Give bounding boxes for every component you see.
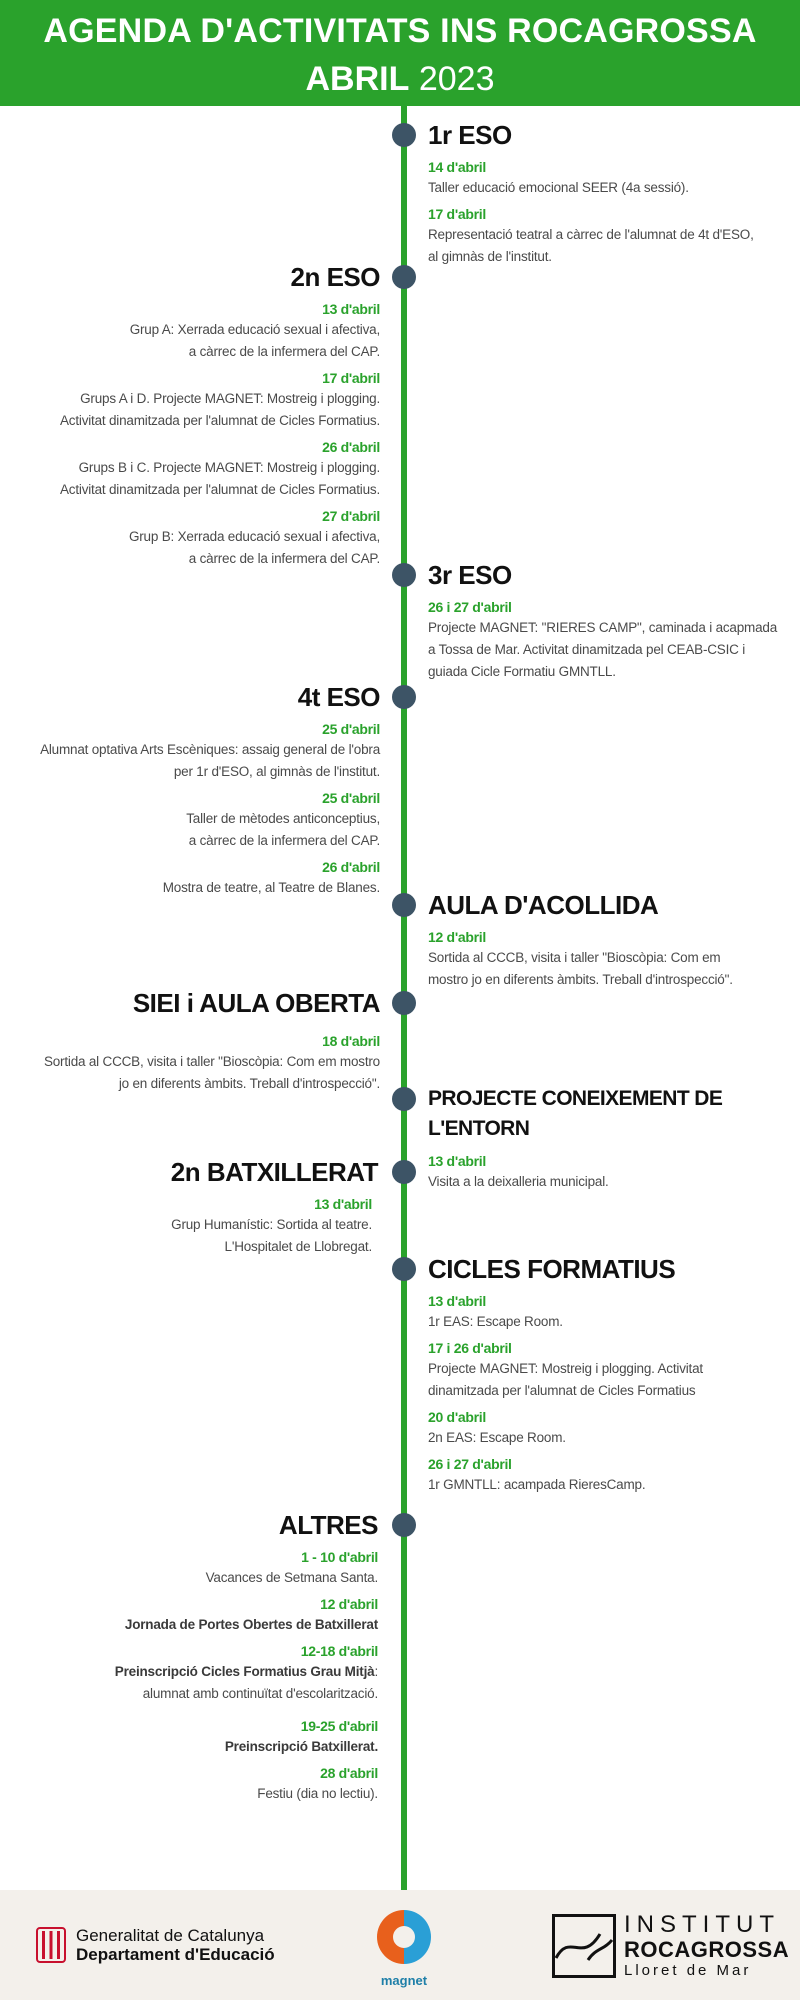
item-desc: Alumnat optativa Arts Escèniques: assaig general de l'obra bbox=[40, 742, 380, 757]
magnet-text: magnet bbox=[380, 1973, 428, 1988]
item-date: 13 d'abril bbox=[428, 1293, 486, 1309]
item-bold: Preinscripció Cicles Formatius Grau Mitjà bbox=[114, 1664, 375, 1679]
item-date: 27 d'abril bbox=[322, 508, 380, 524]
institut-line1: INSTITUT bbox=[624, 1911, 780, 1938]
item-desc: Mostra de teatre, al Teatre de Blanes. bbox=[162, 880, 380, 895]
agenda-item bbox=[428, 158, 800, 199]
item-desc: Sortida al CCCB, visita i taller "Bioscòpia: Com em mostro bbox=[43, 1054, 380, 1069]
timeline-dot bbox=[392, 991, 416, 1015]
item-desc: Taller de mètodes anticonceptius, bbox=[186, 811, 380, 826]
agenda-item bbox=[0, 1642, 378, 1705]
item-desc: Vacances de Setmana Santa. bbox=[205, 1570, 378, 1585]
item-desc: Festiu (dia no lectiu). bbox=[257, 1786, 378, 1801]
item-date: 12-18 d'abril bbox=[300, 1643, 378, 1659]
institut-logo bbox=[552, 1912, 789, 1980]
item-desc: Representació teatral a càrrec de l'alumnat de 4t d'ESO, bbox=[428, 227, 754, 242]
agenda-item bbox=[428, 1408, 800, 1449]
item-desc: a Tossa de Mar. Activitat dinamitzada pel CEAB-CSIC i bbox=[428, 642, 746, 657]
agenda-item bbox=[0, 369, 380, 432]
item-date: 17 d'abril bbox=[322, 370, 380, 386]
section-aula-acollida bbox=[428, 890, 800, 997]
section-title: SIEI i AULA OBERTA bbox=[132, 988, 380, 1018]
item-date: 28 d'abril bbox=[320, 1765, 378, 1781]
item-desc bbox=[0, 1614, 378, 1636]
agenda-item bbox=[428, 1292, 800, 1333]
section-1r-eso bbox=[428, 120, 800, 274]
agenda-item bbox=[0, 720, 380, 783]
item-desc: L'Hospitalet de Llobregat. bbox=[224, 1239, 372, 1254]
item-date: 25 d'abril bbox=[322, 721, 380, 737]
section-altres bbox=[0, 1510, 378, 1811]
timeline-dot bbox=[392, 123, 416, 147]
timeline-dot bbox=[392, 1257, 416, 1281]
section-cicles-formatius bbox=[428, 1254, 800, 1502]
item-date: 1 - 10 d'abril bbox=[301, 1549, 378, 1565]
item-date: 26 i 27 d'abril bbox=[428, 599, 512, 615]
agenda-item bbox=[0, 1764, 378, 1805]
item-date: 26 i 27 d'abril bbox=[428, 1456, 512, 1472]
institut-line3: Lloret de Mar bbox=[624, 1962, 752, 1979]
month-label: ABRIL bbox=[305, 60, 410, 98]
item-desc: dinamitzada per l'alumnat de Cicles Formatius bbox=[428, 1383, 696, 1398]
item-date: 18 d'abril bbox=[322, 1033, 380, 1049]
item-desc: Projecte MAGNET: "RIERES CAMP", caminada i acapmada bbox=[428, 620, 778, 635]
agenda-item bbox=[0, 1717, 378, 1758]
section-title: 1r ESO bbox=[428, 120, 512, 150]
item-date: 19-25 d'abril bbox=[300, 1718, 378, 1734]
generalitat-line1: Generalitat de Catalunya bbox=[76, 1926, 265, 1945]
timeline-dot bbox=[392, 1087, 416, 1111]
item-desc: jo en diferents àmbits. Treball d'introspecció". bbox=[118, 1076, 380, 1091]
agenda-item bbox=[0, 1195, 372, 1258]
section-title: CICLES FORMATIUS bbox=[428, 1254, 676, 1284]
section-2n-batxillerat bbox=[0, 1157, 378, 1264]
agenda-item bbox=[0, 1595, 378, 1636]
item-desc: Grups A i D. Projecte MAGNET: Mostreig i plogging. bbox=[80, 391, 380, 406]
magnet-icon bbox=[375, 1908, 433, 1966]
item-desc: Activitat dinamitzada per l'alumnat de Cicles Formatius. bbox=[59, 482, 380, 497]
item-desc: 1r EAS: Escape Room. bbox=[428, 1314, 563, 1329]
section-2n-eso bbox=[0, 262, 380, 576]
agenda-item bbox=[428, 928, 800, 991]
item-desc: Activitat dinamitzada per l'alumnat de Cicles Formatius. bbox=[59, 413, 380, 428]
item-date: 20 d'abril bbox=[428, 1409, 486, 1425]
agenda-item bbox=[428, 1339, 800, 1402]
section-title: 4t ESO bbox=[297, 682, 380, 712]
item-date: 25 d'abril bbox=[322, 790, 380, 806]
item-desc bbox=[0, 1661, 378, 1683]
footer bbox=[0, 1890, 800, 2000]
agenda-item bbox=[0, 300, 380, 363]
item-desc: per 1r d'ESO, al gimnàs de l'institut. bbox=[173, 764, 380, 779]
item-date: 12 d'abril bbox=[320, 1596, 378, 1612]
page-title: AGENDA D'ACTIVITATS INS ROCAGROSSA bbox=[43, 12, 757, 50]
item-desc: Grup B: Xerrada educació sexual i afectiva, bbox=[128, 529, 380, 544]
item-date: 13 d'abril bbox=[428, 1153, 486, 1169]
section-siei bbox=[0, 988, 380, 1101]
item-desc: Visita a la deixalleria municipal. bbox=[428, 1174, 609, 1189]
timeline-dot bbox=[392, 563, 416, 587]
item-desc: a càrrec de la infermera del CAP. bbox=[188, 551, 380, 566]
item-desc: guiada Cicle Formatiu GMNTLL. bbox=[428, 664, 616, 679]
senyera-icon bbox=[36, 1927, 66, 1963]
agenda-item bbox=[0, 438, 380, 501]
institut-line2: ROCAGROSSA bbox=[624, 1937, 790, 1962]
timeline-dot bbox=[392, 1160, 416, 1184]
agenda-item bbox=[428, 598, 800, 683]
item-date: 17 d'abril bbox=[428, 206, 486, 222]
timeline-dot bbox=[392, 1513, 416, 1537]
item-desc: a càrrec de la infermera del CAP. bbox=[188, 344, 380, 359]
section-title: ALTRES bbox=[278, 1510, 378, 1540]
item-bold: Jornada de Portes Obertes de Batxillerat bbox=[124, 1617, 378, 1632]
item-date: 26 d'abril bbox=[322, 439, 380, 455]
item-desc: alumnat amb continuïtat d'escolarització. bbox=[142, 1686, 378, 1701]
item-desc: Grup A: Xerrada educació sexual i afectiva, bbox=[129, 322, 380, 337]
agenda-item bbox=[428, 1455, 800, 1496]
item-bold: Preinscripció Batxillerat. bbox=[224, 1739, 378, 1754]
agenda-item bbox=[0, 1548, 378, 1589]
item-desc: Taller educació emocional SEER (4a sessió). bbox=[428, 180, 689, 195]
section-title: AULA D'ACOLLIDA bbox=[428, 890, 659, 920]
timeline-dot bbox=[392, 265, 416, 289]
item-desc: Projecte MAGNET: Mostreig i plogging. Activitat bbox=[428, 1361, 703, 1376]
agenda-item bbox=[0, 507, 380, 570]
item-date: 13 d'abril bbox=[322, 301, 380, 317]
item-desc: Grups B i C. Projecte MAGNET: Mostreig i plogging. bbox=[78, 460, 380, 475]
year-label: 2023 bbox=[418, 60, 495, 98]
item-rest: : bbox=[374, 1664, 378, 1679]
agenda-item bbox=[428, 1152, 800, 1193]
agenda-item bbox=[0, 858, 380, 899]
item-date: 26 d'abril bbox=[322, 859, 380, 875]
rocagrossa-icon bbox=[552, 1914, 616, 1978]
header bbox=[0, 0, 800, 106]
timeline-dot bbox=[392, 893, 416, 917]
item-desc: Sortida al CCCB, visita i taller "Bioscòpia: Com em bbox=[428, 950, 721, 965]
generalitat-logo bbox=[36, 1926, 275, 1964]
section-title: 3r ESO bbox=[428, 560, 512, 590]
section-title: 2n ESO bbox=[290, 262, 380, 292]
agenda-item bbox=[0, 789, 380, 852]
section-title: 2n BATXILLERAT bbox=[170, 1157, 378, 1187]
item-desc: mostro jo en diferents àmbits. Treball d'introspecció". bbox=[428, 972, 733, 987]
item-desc: 2n EAS: Escape Room. bbox=[428, 1430, 566, 1445]
item-date: 14 d'abril bbox=[428, 159, 486, 175]
section-4t-eso bbox=[0, 682, 380, 905]
generalitat-line2: Departament d'Educació bbox=[76, 1945, 275, 1964]
item-desc: Grup Humanístic: Sortida al teatre. bbox=[171, 1217, 372, 1232]
item-desc: a càrrec de la infermera del CAP. bbox=[188, 833, 380, 848]
item-date: 13 d'abril bbox=[314, 1196, 372, 1212]
section-title: PROJECTE CONEIXEMENT DE L'ENTORN bbox=[428, 1087, 723, 1140]
agenda-item bbox=[428, 205, 800, 268]
agenda-item bbox=[0, 1032, 380, 1095]
section-3r-eso bbox=[428, 560, 800, 689]
page-subtitle bbox=[0, 60, 800, 99]
item-desc: al gimnàs de l'institut. bbox=[428, 249, 552, 264]
item-date: 17 i 26 d'abril bbox=[428, 1340, 512, 1356]
item-desc bbox=[0, 1736, 378, 1758]
magnet-logo bbox=[374, 1908, 434, 1988]
timeline-dot bbox=[392, 685, 416, 709]
item-desc: 1r GMNTLL: acampada RieresCamp. bbox=[428, 1477, 646, 1492]
item-date: 12 d'abril bbox=[428, 929, 486, 945]
section-coneixement-entorn bbox=[428, 1084, 800, 1199]
